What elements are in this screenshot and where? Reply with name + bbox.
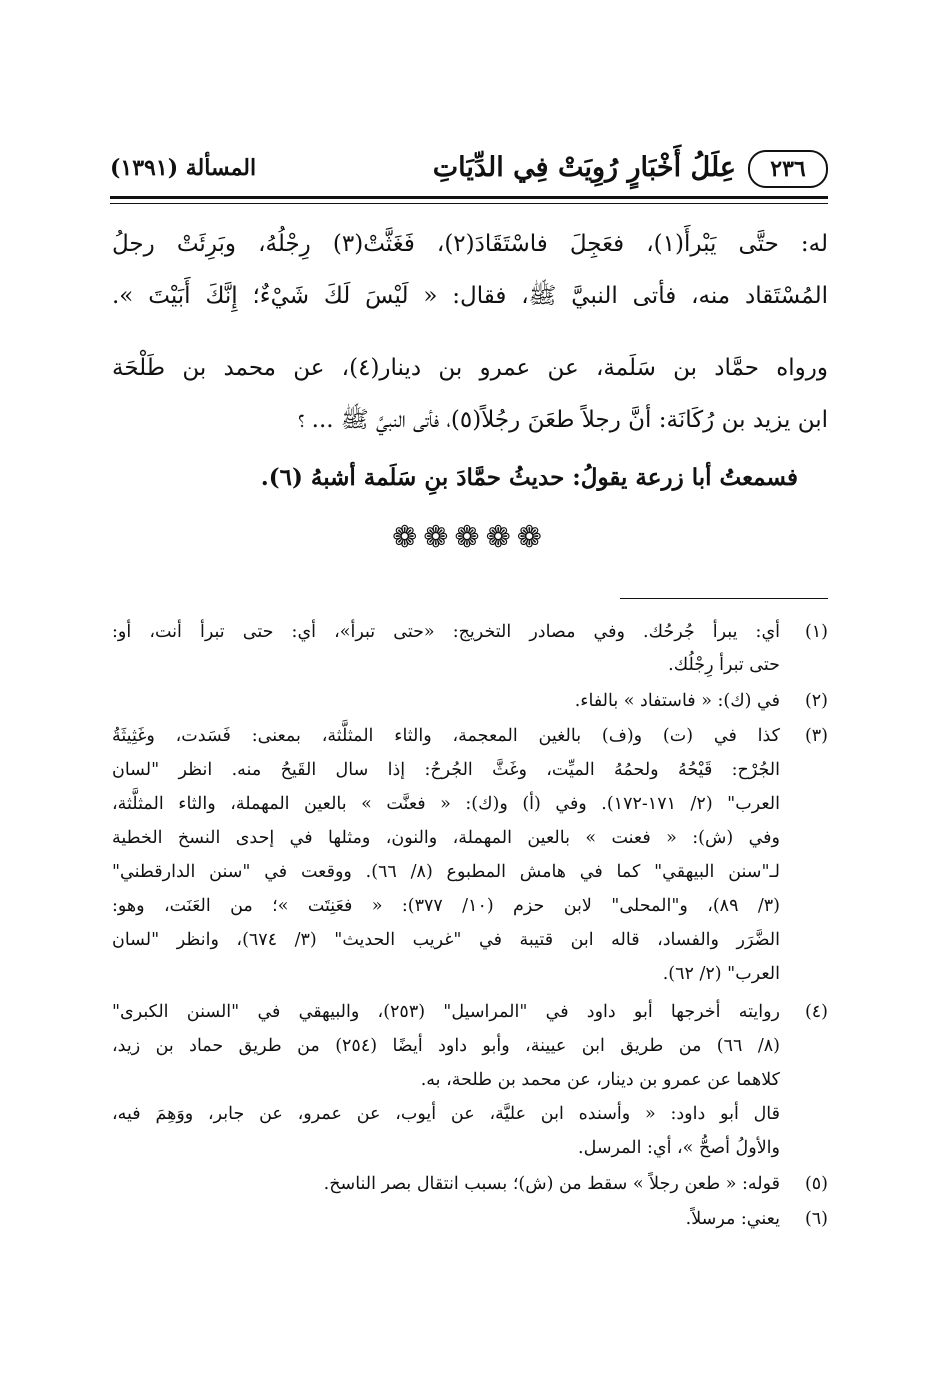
footnote-separator	[620, 598, 828, 599]
footnote-text: والأولُ أصحُّ »، أي: المرسل.	[578, 1138, 780, 1158]
body-line: المُسْتَقاد منه، فأتى النبيَّ ﷺ، فقال: « لَيْسَ لَكَ شَيْءٌ؛ إِنَّكَ أَبَيْتَ ».	[112, 283, 828, 309]
body-line: ورواه حمَّاد بن سَلَمة، عن عمرو بن دينار(٤)، عن محمد بن طَلْحَة	[112, 355, 829, 381]
body-line: له: حتَّى يَبْرأَ(١)، فعَجِلَ فاسْتَقَادَ(٢)، فَغَثَّتْ(٣) رِجْلُهُ، وبَرِئَتْ رجلُ	[112, 231, 829, 257]
footnote-text: حتى تبرأ رِجْلُك.	[668, 655, 780, 675]
footnote-text: لـ"سنن البيهقي" كما في هامش المطبوع (٨/ ٦٦). ووقعت في "سنن الدارقطني"	[112, 862, 780, 882]
footnote-text: الجُرْح: قَيْحُهُ ولحمُهُ الميِّت، وغَثَّ الجُرحُ: إذا سال القَيحُ منه. انظر "لسان	[112, 760, 780, 780]
section-divider-ornament: ❁❁❁❁❁	[392, 520, 548, 555]
footnote-text: أي: يبرأ جُرحُك. وفي مصادر التخريج: «حتى تبرأ»، أي: حتى تبرأ أنت، أو:	[112, 622, 780, 642]
body-line: ابن يزيد بن رُكَانَة: أنَّ رجلاً طعَنَ رجُلاً(٥)، فأتى النبيَّ ﷺ ... ؟	[298, 407, 828, 433]
footnote-text: الضَّرَر والفساد، قاله ابن قتيبة في "غريب الحديث" (٣/ ٦٧٤)، وانظر "لسان	[112, 930, 780, 950]
footnote-number: (١)	[804, 622, 828, 642]
footnote-text: العرب" (٢/ ١٧١-١٧٢). وفي (أ) و(ك): « فعنَّت » بالعين المهملة، والثاء المثلَّثة،	[112, 794, 780, 814]
footnote-number: (٢)	[804, 691, 828, 711]
footnote-number: (٥)	[804, 1174, 828, 1194]
issue-number: المسألة (١٣٩١)	[110, 155, 257, 181]
footnote-text: العرب" (٢/ ٦٢).	[662, 964, 780, 984]
footnote-text: وفي (ش): « فعنت » بالعين المهملة، والنون، ومثلها في إحدى النسخ الخطية	[112, 828, 780, 848]
footnote-text: (٣/ ٨٩)، و"المحلى" لابن حزم (١٠/ ٣٧٧): « فعَنِتَت »؛ من العَنَت، وهو:	[112, 896, 780, 916]
header-rule-thick	[110, 196, 828, 199]
footnote-text: في (ك): « فاستفاد » بالفاء.	[574, 691, 780, 711]
header-rule-thin	[110, 203, 828, 204]
footnote-text: (٨/ ٦٦) من طريق ابن عيينة، وأبو داود أيضًا (٢٥٤) من طريق حماد بن زيد،	[112, 1036, 780, 1056]
footnote-text: يعني: مرسلاً.	[685, 1209, 780, 1229]
page-header	[110, 150, 828, 190]
footnote-text: كذا في (ت) و(ف) بالغين المعجمة، والثاء المثلَّثة، بمعنى: فَسَدت، وغَثِيثَةُ	[112, 726, 780, 746]
page-number-badge: ٢٣٦	[748, 150, 828, 188]
footnote-text: كلاهما عن عمرو بن دينار، عن محمد بن طلحة، به.	[420, 1070, 780, 1090]
footnote-text: روايته أخرجها أبو داود في "المراسيل" (٢٥٣)، والبيهقي في "السنن الكبرى"	[112, 1002, 780, 1022]
footnote-number: (٤)	[804, 1002, 828, 1022]
footnote-text: قال أبو داود: « وأسنده ابن عليَّة، عن أيوب، عن عمرو، عن جابر، ووَهِمَ فيه،	[112, 1104, 780, 1124]
footnote-number: (٦)	[804, 1209, 828, 1229]
footnote-number: (٣)	[804, 726, 828, 746]
body-line: فسمعتُ أبا زرعة يقولُ: حديثُ حمَّادَ بنِ سَلَمة أشبهُ (٦).	[260, 464, 798, 491]
book-title: عِلَلُ أَخْبَارٍ رُوِيَتْ فِي الدِّيَاتِ	[432, 152, 736, 183]
footnote-text: قوله: « طعن رجلاً » سقط من (ش)؛ بسبب انتقال بصر الناسخ.	[323, 1174, 780, 1194]
